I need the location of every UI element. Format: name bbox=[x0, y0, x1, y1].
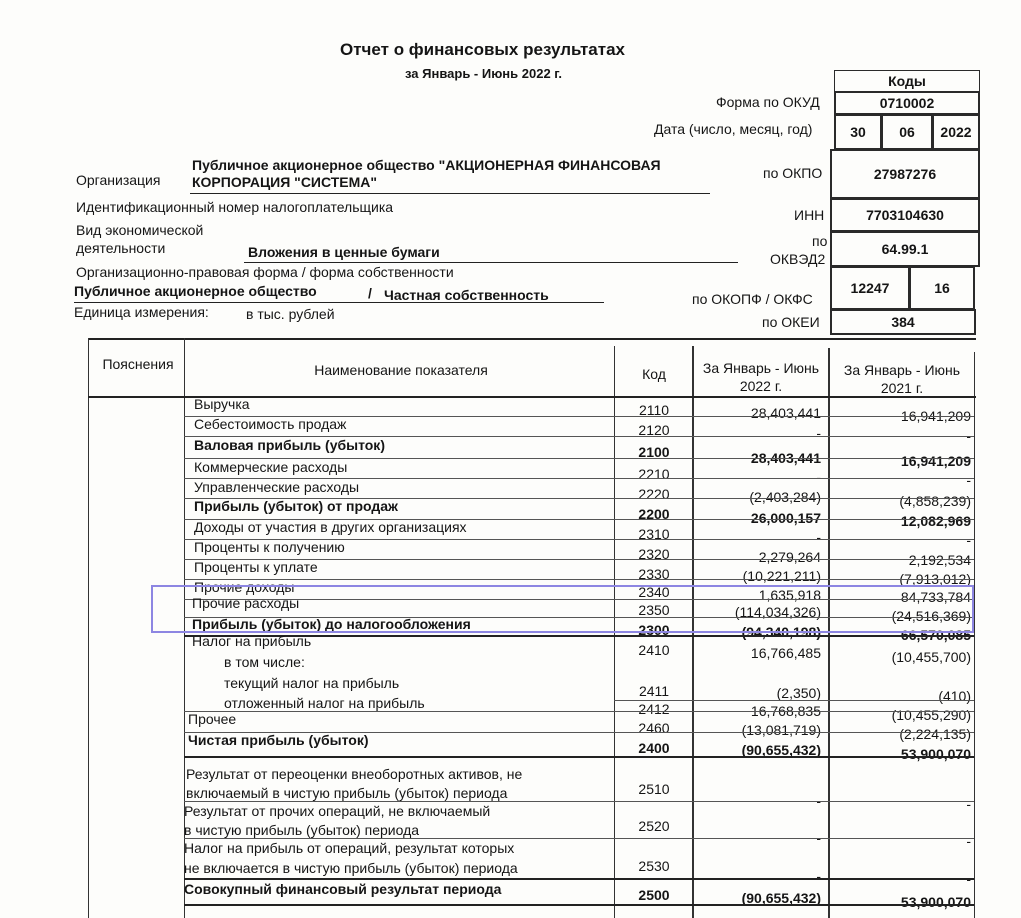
row-2210-v1: - bbox=[816, 469, 821, 485]
okud-code: 0710002 bbox=[834, 91, 980, 115]
col-period2-header-line1: За Январь - Июнь bbox=[843, 362, 961, 378]
row-2410-v1: 16,766,485 bbox=[750, 645, 821, 661]
row-2530-v2: - bbox=[966, 871, 971, 887]
row-2120-code: 2120 bbox=[638, 422, 670, 438]
okpo-code: 27987276 bbox=[830, 149, 980, 199]
row-2410-code: 2410 bbox=[638, 642, 670, 658]
row-2400-v1: (90,655,432) bbox=[741, 742, 821, 758]
unit-value: в тыс. рублей bbox=[246, 306, 335, 322]
row-2330-v2: (7,913,012) bbox=[899, 571, 971, 587]
row-2120-v2: - bbox=[966, 428, 971, 444]
row-2510-name-line2: включаемый в чистую прибыль (убыток) периода bbox=[186, 785, 508, 801]
unit-label: Единица измерения: bbox=[74, 304, 209, 320]
row-2200-code: 2200 bbox=[638, 506, 670, 522]
row-2520-v2: - bbox=[966, 833, 971, 849]
organization-label: Организация bbox=[76, 172, 161, 188]
row-2412-code: 2412 bbox=[638, 701, 670, 717]
row-2520-v1: - bbox=[816, 830, 821, 846]
okopf-code: 12247 bbox=[830, 266, 910, 310]
row-2310-name: Доходы от участия в других организациях bbox=[194, 519, 467, 535]
row-2320-code: 2320 bbox=[638, 546, 670, 562]
row-2300-code: 2300 bbox=[638, 622, 670, 638]
row-line bbox=[184, 711, 974, 712]
row-2220-name: Управленческие расходы bbox=[194, 479, 360, 495]
row-2330-name: Проценты к уплате bbox=[194, 559, 318, 575]
row-2530-name-line1: Налог на прибыль от операций, результат которых bbox=[184, 840, 515, 856]
row-2412-v1: 16,768,835 bbox=[750, 703, 821, 719]
row-2210-name: Коммерческие расходы bbox=[194, 459, 348, 475]
activity-underline bbox=[244, 262, 738, 263]
row-2510-v2: - bbox=[966, 796, 971, 812]
row-2520-name-line1: Результат от прочих операций, не включаемый bbox=[184, 803, 491, 819]
table-top-border bbox=[88, 338, 976, 340]
report-title: Отчет о финансовых результатах bbox=[340, 40, 625, 59]
date-label: Дата (число, месяц, год) bbox=[654, 121, 813, 137]
row-2300-name: Прибыль (убыток) до налогообложения bbox=[192, 616, 471, 632]
row-2411-v1: (2,350) bbox=[776, 685, 821, 701]
row-2220-v2: (4,858,239) bbox=[899, 493, 971, 509]
codes-box bbox=[830, 70, 980, 338]
legal-form-underline bbox=[74, 302, 604, 303]
row-2400-v2: 53,900,070 bbox=[900, 746, 971, 762]
row-2400-code: 2400 bbox=[638, 740, 670, 756]
row-2530-v1: - bbox=[816, 868, 821, 884]
inn-label: ИНН bbox=[794, 207, 825, 223]
row-2330-code: 2330 bbox=[638, 566, 670, 582]
row-2310-v1: - bbox=[816, 529, 821, 545]
financial-results-table bbox=[88, 338, 976, 918]
row-2530-name-line2: не включается в чистую прибыль (убыток) периода bbox=[184, 860, 518, 876]
date-year: 2022 bbox=[932, 114, 980, 150]
row-2340-code: 2340 bbox=[638, 584, 670, 600]
row-2350-v2: (24,516,369) bbox=[891, 608, 971, 624]
okopf-label: по ОКОПФ / ОКФС bbox=[692, 291, 813, 307]
col-name-header: Наименование показателя bbox=[314, 362, 488, 378]
row-2100-code: 2100 bbox=[638, 444, 670, 460]
row-2500-code: 2500 bbox=[638, 887, 670, 903]
row-2110-code: 2110 bbox=[638, 402, 670, 418]
row-2320-name: Проценты к получению bbox=[194, 539, 345, 555]
row-2411-v2: (410) bbox=[938, 688, 971, 704]
ownership-value: Частная собственность bbox=[384, 287, 549, 303]
row-line bbox=[184, 801, 974, 802]
row-line bbox=[184, 599, 974, 600]
row-2530-code: 2530 bbox=[638, 858, 670, 874]
row-2460-v2: (2,224,135) bbox=[899, 726, 971, 742]
row-2110-v2: 16,941,209 bbox=[900, 408, 971, 424]
okei-code: 384 bbox=[830, 309, 976, 335]
org-name-line1: Публичное акционерное общество "АКЦИОНЕРНАЯ ФИНАНСОВАЯ bbox=[192, 157, 661, 173]
col-line-0 bbox=[88, 338, 89, 918]
row-2110-name: Выручка bbox=[194, 396, 250, 412]
legal-form-value: Публичное акционерное общество bbox=[74, 283, 317, 299]
okved-code: 64.99.1 bbox=[830, 231, 980, 267]
date-day: 30 bbox=[834, 114, 882, 150]
activity-label-line1: Вид экономической bbox=[76, 222, 204, 238]
row-2120-v1: - bbox=[816, 425, 821, 441]
row-2520-code: 2520 bbox=[638, 818, 670, 834]
row-2300-v2: 66,570,085 bbox=[900, 627, 971, 643]
row-line bbox=[184, 579, 974, 580]
row-2500-v2: 53,900,070 bbox=[900, 894, 971, 910]
okved-label: ОКВЭД2 bbox=[770, 251, 826, 267]
org-name-line2: КОРПОРАЦИЯ "СИСТЕМА" bbox=[192, 174, 378, 190]
col-code-header: Код bbox=[642, 366, 666, 382]
row-2510-v1: - bbox=[816, 793, 821, 809]
row-2200-v2: 12,082,969 bbox=[900, 513, 971, 529]
okved-po-label: по bbox=[812, 233, 828, 249]
row-2520-name-line2: в чистую прибыль (убыток) периода bbox=[184, 822, 420, 838]
row-2120-name: Себестоимость продаж bbox=[194, 416, 347, 432]
row-2340-v2: 84,733,784 bbox=[900, 589, 971, 605]
row-2500-v1: (90,655,432) bbox=[741, 890, 821, 906]
row-2500-name: Совокупный финансовый результат периода bbox=[184, 881, 502, 897]
row-2410-v2: (10,455,700) bbox=[891, 649, 971, 665]
row-2412-v2: (10,455,290) bbox=[891, 707, 971, 723]
row-2350-name: Прочие расходы bbox=[192, 595, 300, 611]
row-2411-code: 2411 bbox=[638, 683, 670, 699]
row-2210-code: 2210 bbox=[638, 466, 670, 482]
row-2110-v1: 28,403,441 bbox=[750, 405, 821, 421]
codes-header: Коды bbox=[834, 70, 980, 92]
row-line bbox=[184, 756, 974, 758]
report-period: за Январь - Июнь 2022 г. bbox=[405, 66, 563, 81]
row-2320-v1: 2,279,264 bbox=[758, 549, 821, 565]
row-2220-v1: (2,403,284) bbox=[749, 489, 821, 505]
okei-label: по ОКЕИ bbox=[762, 314, 820, 330]
row-including-name: в том числе: bbox=[224, 654, 305, 670]
row-2510-code: 2510 bbox=[638, 781, 670, 797]
row-2460-v1: (13,081,719) bbox=[741, 722, 821, 738]
row-2320-v2: 2,192,534 bbox=[908, 552, 971, 568]
row-2200-name: Прибыль (убыток) от продаж bbox=[194, 498, 398, 514]
row-line bbox=[184, 904, 974, 906]
row-2350-v1: (114,034,326) bbox=[734, 604, 821, 620]
legal-form-label: Организационно-правовая форма / форма собственности bbox=[76, 264, 454, 280]
row-2210-v2: - bbox=[966, 472, 971, 488]
activity-value: Вложения в ценные бумаги bbox=[248, 244, 440, 260]
row-2330-v1: (10,221,211) bbox=[742, 568, 821, 584]
okud-label: Форма по ОКУД bbox=[716, 94, 820, 110]
row-2100-name: Валовая прибыль (убыток) bbox=[194, 437, 385, 453]
row-line bbox=[184, 878, 974, 880]
okpo-label: по ОКПО bbox=[763, 165, 823, 181]
row-2220-code: 2220 bbox=[638, 486, 670, 502]
col-period2-header-line2: 2021 г. bbox=[880, 380, 924, 396]
row-2400-name: Чистая прибыль (убыток) bbox=[188, 732, 369, 748]
row-2411-name: текущий налог на прибыль bbox=[224, 675, 400, 691]
org-underline bbox=[190, 193, 710, 194]
row-2200-v1: 26,000,157 bbox=[750, 510, 821, 526]
inn-left-label: Идентификационный номер налогоплательщика bbox=[76, 199, 394, 215]
col-notes-header: Пояснения bbox=[102, 356, 174, 372]
row-2412-name: отложенный налог на прибыль bbox=[224, 695, 425, 711]
row-2310-code: 2310 bbox=[638, 526, 670, 542]
inn-code: 7703104630 bbox=[830, 198, 980, 232]
row-2100-v2: 16,941,209 bbox=[900, 453, 971, 469]
row-2340-name: Прочие доходы bbox=[194, 579, 295, 595]
row-2510-name-line1: Результат от переоценки внеоборотных активов, не bbox=[186, 766, 523, 782]
col-period1-header-line1: За Январь - Июнь bbox=[702, 360, 820, 376]
row-2340-v1: 1,635,918 bbox=[758, 587, 821, 603]
row-2460-code: 2460 bbox=[638, 720, 670, 736]
col-line-5 bbox=[974, 352, 975, 918]
activity-label-line2: деятельности bbox=[76, 240, 166, 256]
col-period1-header-line2: 2022 г. bbox=[739, 378, 783, 394]
legal-form-slash: / bbox=[368, 285, 372, 301]
row-2350-code: 2350 bbox=[638, 602, 670, 618]
row-2460-name: Прочее bbox=[188, 711, 237, 727]
row-2310-v2: - bbox=[966, 532, 971, 548]
okfs-code: 16 bbox=[909, 266, 975, 310]
date-month: 06 bbox=[881, 114, 933, 150]
row-2100-v1: 28,403,441 bbox=[750, 450, 821, 466]
row-2410-name: Налог на прибыль bbox=[192, 633, 312, 649]
row-line bbox=[184, 838, 974, 839]
row-2300-v1: (94,340,198) bbox=[741, 624, 821, 640]
